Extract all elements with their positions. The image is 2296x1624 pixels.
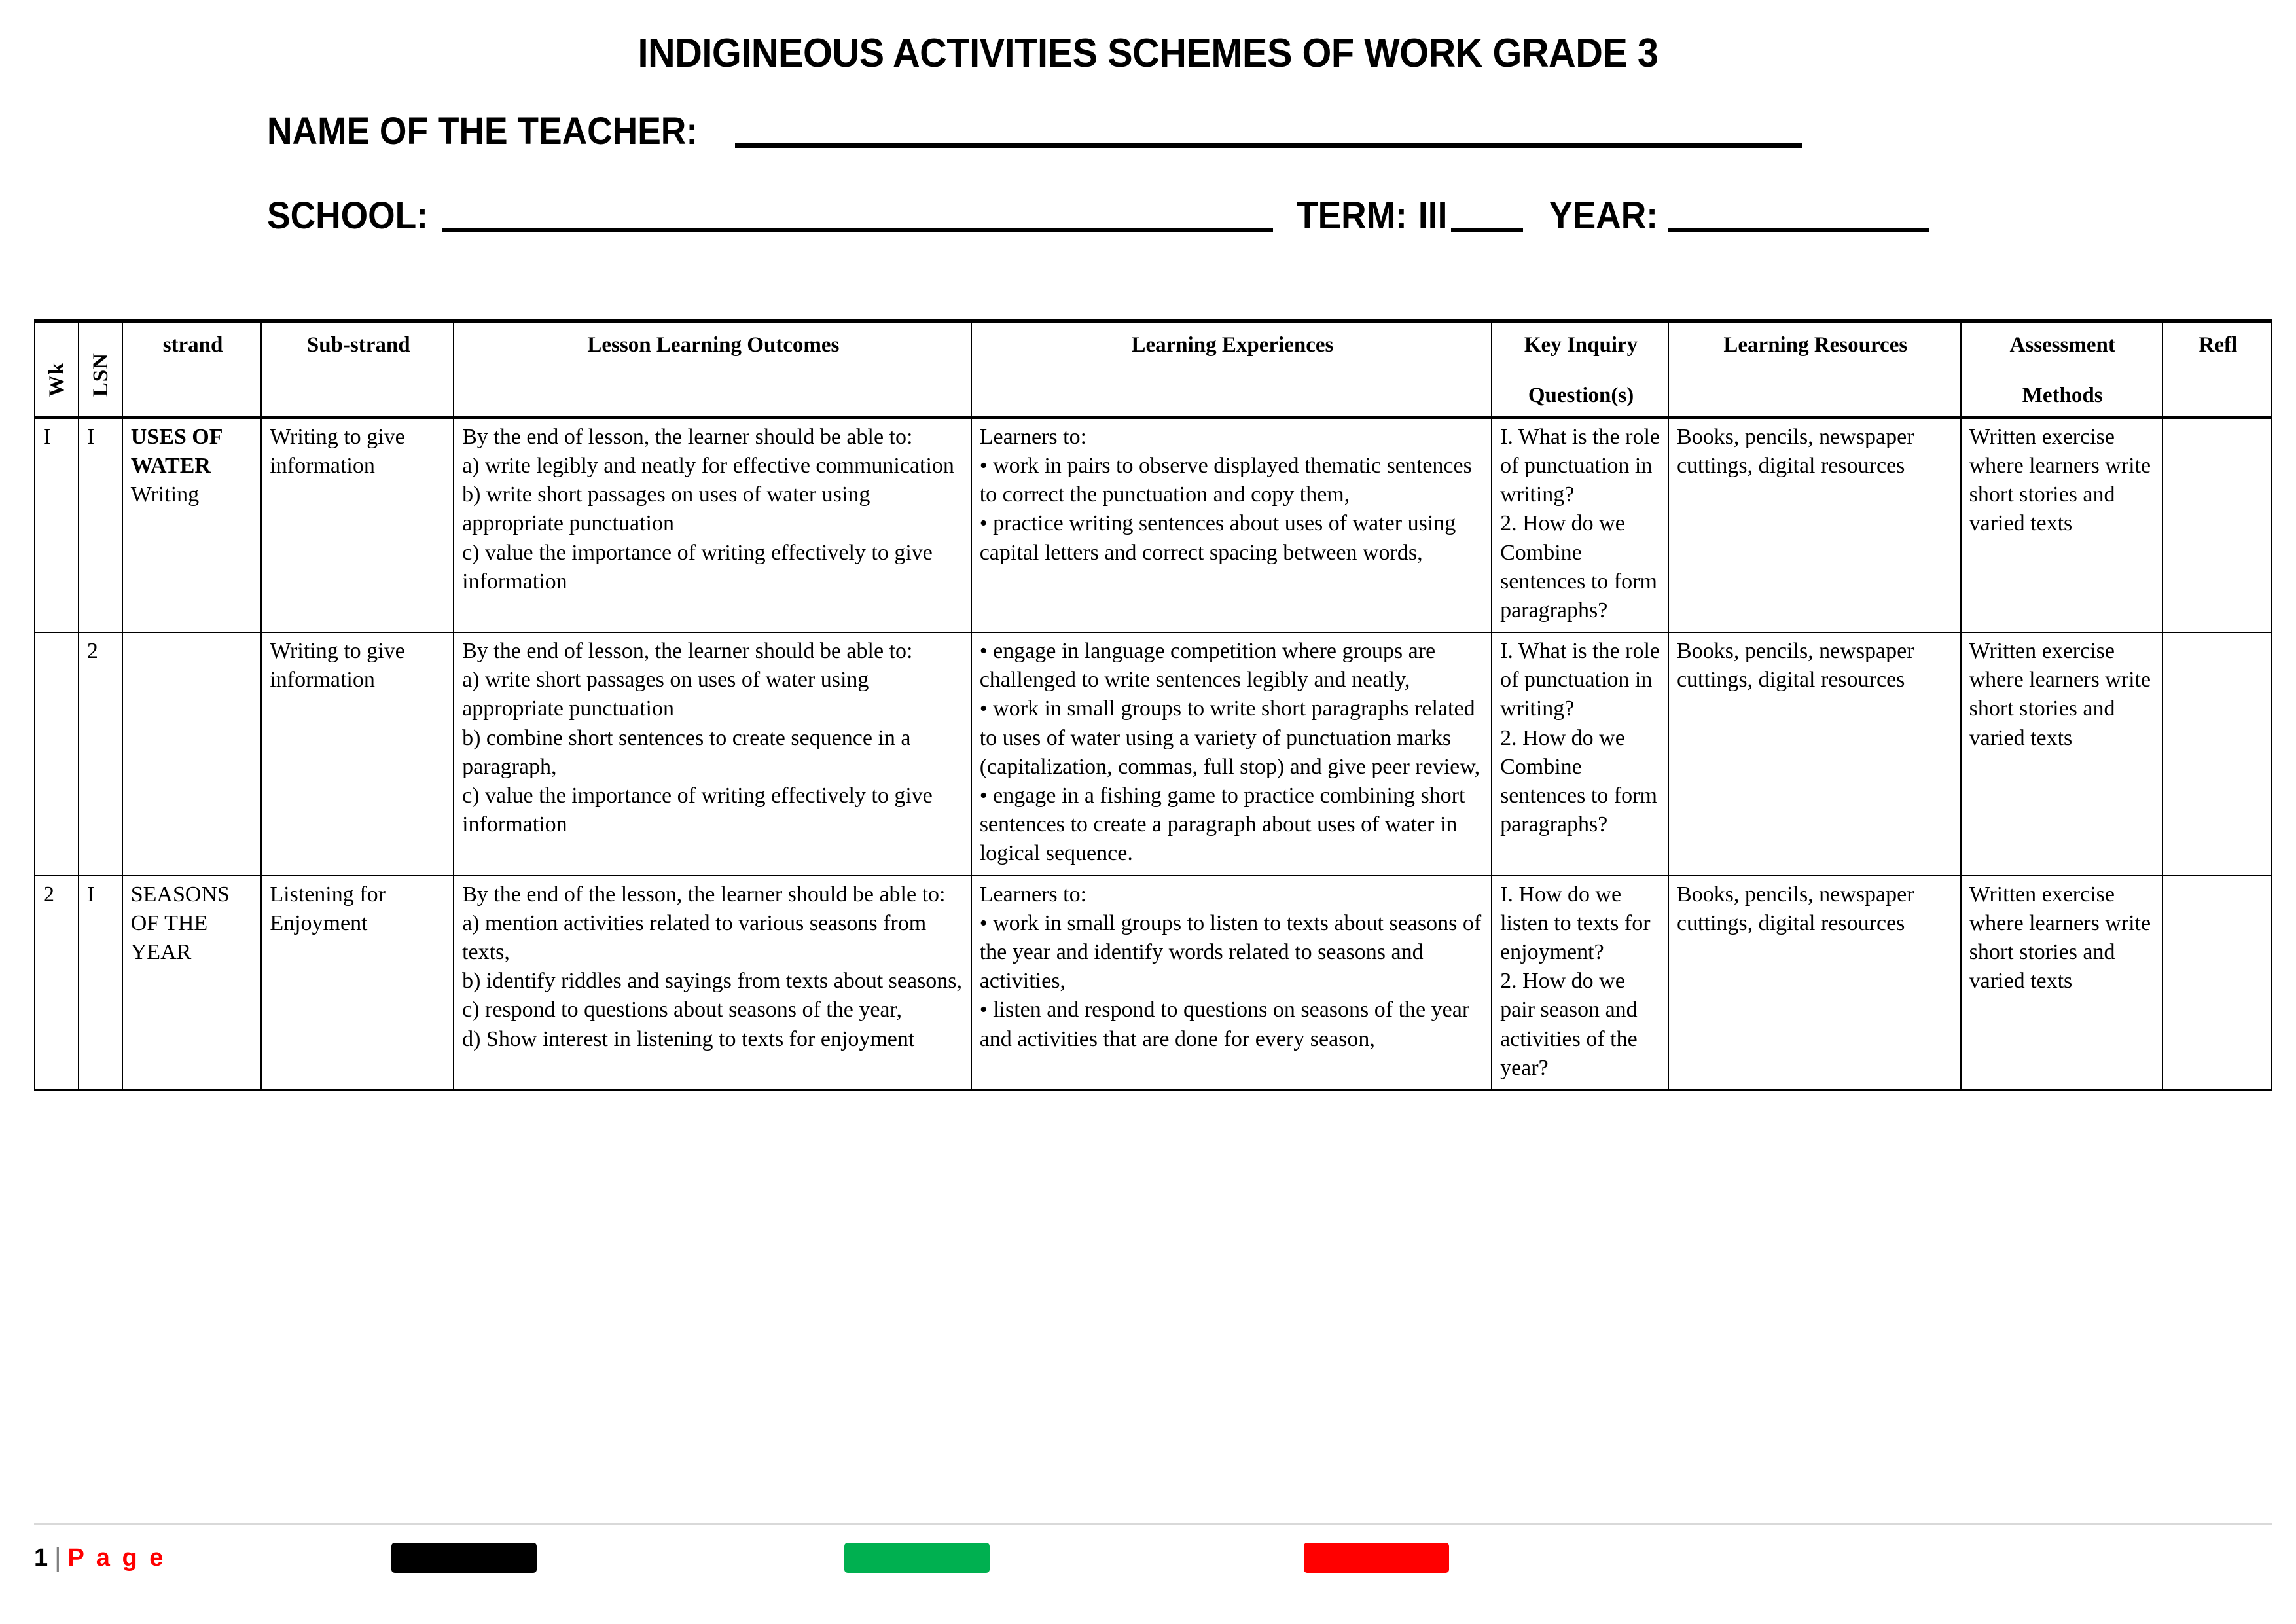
year-label: YEAR: bbox=[1549, 194, 1659, 237]
table-row bbox=[35, 632, 2272, 876]
strand-main: USES OF WATER bbox=[130, 424, 223, 478]
cell-outcomes bbox=[454, 876, 971, 1090]
cell-experiences bbox=[971, 632, 1492, 876]
col-header-wk bbox=[35, 321, 79, 418]
experiences-item: • work in pairs to observe displayed thematic sentences to correct the punctuation and copy them, bbox=[979, 453, 1472, 507]
inquiry-item: I. What is the role of punctuation in writing? bbox=[1500, 639, 1660, 721]
outcomes-item: a) write legibly and neatly for effective communication bbox=[462, 453, 954, 478]
cell-lsn: I bbox=[79, 876, 122, 1090]
teacher-field-row bbox=[0, 109, 2296, 153]
teacher-label: NAME OF THE TEACHER: bbox=[267, 110, 698, 153]
page-number: 1 bbox=[34, 1543, 48, 1572]
cell-wk: 2 bbox=[35, 876, 79, 1090]
col-header-assessment-line1: Assessment bbox=[2009, 333, 2115, 357]
cell-refl[interactable] bbox=[2162, 632, 2272, 876]
inquiry-item: 2. How do we Combine sentences to form paragraphs? bbox=[1500, 511, 1657, 623]
col-header-assessment bbox=[1961, 321, 2162, 418]
schemes-of-work-table-wrapper bbox=[34, 319, 2272, 1091]
footer-bar-black bbox=[391, 1543, 537, 1573]
col-header-outcomes: Lesson Learning Outcomes bbox=[454, 321, 971, 418]
outcomes-item: b) identify riddles and sayings from texts about seasons, bbox=[462, 969, 963, 994]
cell-inquiry bbox=[1492, 418, 1668, 632]
cell-lsn: I bbox=[79, 418, 122, 632]
table-row bbox=[35, 876, 2272, 1090]
experiences-intro: Learners to: bbox=[979, 424, 1087, 449]
experiences-item: • practice writing sentences about uses of water using capital letters and correct spacing between words, bbox=[979, 511, 1456, 565]
col-header-inquiry bbox=[1492, 321, 1668, 418]
col-header-strand: strand bbox=[122, 321, 262, 418]
col-header-resources: Learning Resources bbox=[1668, 321, 1961, 418]
table-header-row bbox=[35, 321, 2272, 418]
table-body bbox=[35, 418, 2272, 1090]
experiences-item: • engage in a fishing game to practice combining short sentences to create a paragraph about uses of water in logical sequence. bbox=[979, 784, 1465, 866]
cell-strand bbox=[122, 418, 262, 632]
strand-main: SEASONS OF THE YEAR bbox=[130, 882, 230, 964]
cell-refl[interactable] bbox=[2162, 418, 2272, 632]
col-header-experiences: Learning Experiences bbox=[971, 321, 1492, 418]
footer-divider bbox=[34, 1523, 2272, 1525]
inquiry-item: I. What is the role of punctuation in writing? bbox=[1500, 424, 1660, 507]
cell-experiences bbox=[971, 418, 1492, 632]
inquiry-item: 2. How do we pair season and activities of the year? bbox=[1500, 969, 1638, 1080]
cell-substrand: Writing to give information bbox=[261, 632, 454, 876]
cell-wk: I bbox=[35, 418, 79, 632]
col-header-wk-label: Wk bbox=[45, 361, 69, 397]
cell-assessment: Written exercise where learners write short stories and varied texts bbox=[1961, 876, 2162, 1090]
outcomes-intro: By the end of lesson, the learner should be able to: bbox=[462, 424, 913, 449]
outcomes-intro: By the end of the lesson, the learner should be able to: bbox=[462, 882, 946, 907]
col-header-lsn bbox=[79, 321, 122, 418]
cell-wk bbox=[35, 632, 79, 876]
cell-resources: Books, pencils, newspaper cuttings, digital resources bbox=[1668, 632, 1961, 876]
cell-assessment: Written exercise where learners write short stories and varied texts bbox=[1961, 418, 2162, 632]
experiences-item: • engage in language competition where groups are challenged to write sentences legibly and neatly, bbox=[979, 639, 1436, 693]
cell-strand bbox=[122, 876, 262, 1090]
col-header-lsn-label: LSN bbox=[89, 352, 113, 397]
cell-strand bbox=[122, 632, 262, 876]
outcomes-item: c) value the importance of writing effectively to give information bbox=[462, 784, 933, 837]
page-separator: | bbox=[54, 1543, 62, 1572]
footer-bar-red bbox=[1304, 1543, 1449, 1573]
experiences-item: • work in small groups to listen to texts about seasons of the year and identify words related to seasons and activities, bbox=[979, 911, 1482, 994]
cell-assessment: Written exercise where learners write short stories and varied texts bbox=[1961, 632, 2162, 876]
term-label: TERM: bbox=[1297, 194, 1408, 237]
school-label: SCHOOL: bbox=[267, 194, 429, 237]
col-header-refl: Refl bbox=[2162, 321, 2272, 418]
cell-refl[interactable] bbox=[2162, 876, 2272, 1090]
schemes-of-work-table bbox=[34, 319, 2272, 1091]
school-input-line[interactable] bbox=[442, 228, 1273, 232]
experiences-intro: Learners to: bbox=[979, 882, 1087, 907]
cell-outcomes bbox=[454, 418, 971, 632]
experiences-item: • listen and respond to questions on seasons of the year and activities that are done for every season, bbox=[979, 998, 1470, 1051]
table-row bbox=[35, 418, 2272, 632]
footer-bar-green bbox=[844, 1543, 990, 1573]
col-header-inquiry-line1: Key Inquiry bbox=[1524, 333, 1638, 357]
col-header-assessment-line2: Methods bbox=[2022, 383, 2103, 407]
col-header-inquiry-line2: Question(s) bbox=[1528, 383, 1634, 407]
cell-inquiry bbox=[1492, 632, 1668, 876]
col-header-substrand: Sub-strand bbox=[261, 321, 454, 418]
inquiry-item: I. How do we listen to texts for enjoyment? bbox=[1500, 882, 1651, 964]
cell-inquiry bbox=[1492, 876, 1668, 1090]
term-input-line[interactable] bbox=[1451, 228, 1523, 232]
strand-sub: Writing bbox=[130, 482, 200, 507]
footer-row bbox=[34, 1536, 2272, 1579]
outcomes-item: b) write short passages on uses of water using appropriate punctuation bbox=[462, 482, 870, 536]
teacher-input-line[interactable] bbox=[735, 143, 1802, 148]
cell-outcomes bbox=[454, 632, 971, 876]
cell-substrand: Writing to give information bbox=[261, 418, 454, 632]
outcomes-item: c) value the importance of writing effectively to give information bbox=[462, 540, 933, 594]
cell-experiences bbox=[971, 876, 1492, 1090]
page-title: INDIGINEOUS ACTIVITIES SCHEMES OF WORK GRADE 3 bbox=[637, 31, 1659, 76]
page-word: P a g e bbox=[67, 1543, 166, 1572]
school-term-year-row bbox=[0, 194, 2296, 238]
outcomes-item: b) combine short sentences to create sequence in a paragraph, bbox=[462, 725, 911, 779]
cell-lsn: 2 bbox=[79, 632, 122, 876]
outcomes-intro: By the end of lesson, the learner should be able to: bbox=[462, 639, 913, 664]
outcomes-item: c) respond to questions about seasons of the year, bbox=[462, 998, 902, 1022]
outcomes-item: a) mention activities related to various seasons from texts, bbox=[462, 911, 927, 964]
cell-substrand: Listening for Enjoyment bbox=[261, 876, 454, 1090]
term-value[interactable]: III bbox=[1418, 194, 1448, 237]
outcomes-item: a) write short passages on uses of water using appropriate punctuation bbox=[462, 668, 869, 721]
cell-resources: Books, pencils, newspaper cuttings, digital resources bbox=[1668, 418, 1961, 632]
inquiry-item: 2. How do we Combine sentences to form paragraphs? bbox=[1500, 725, 1657, 837]
year-input-line[interactable] bbox=[1668, 228, 1929, 232]
outcomes-item: d) Show interest in listening to texts for enjoyment bbox=[462, 1026, 915, 1051]
page-footer bbox=[34, 1523, 2272, 1579]
cell-resources: Books, pencils, newspaper cuttings, digital resources bbox=[1668, 876, 1961, 1090]
experiences-item: • work in small groups to write short paragraphs related to uses of water using a variety of punctuation marks (capitalization, commas, full stop) and give peer review, bbox=[979, 696, 1480, 779]
